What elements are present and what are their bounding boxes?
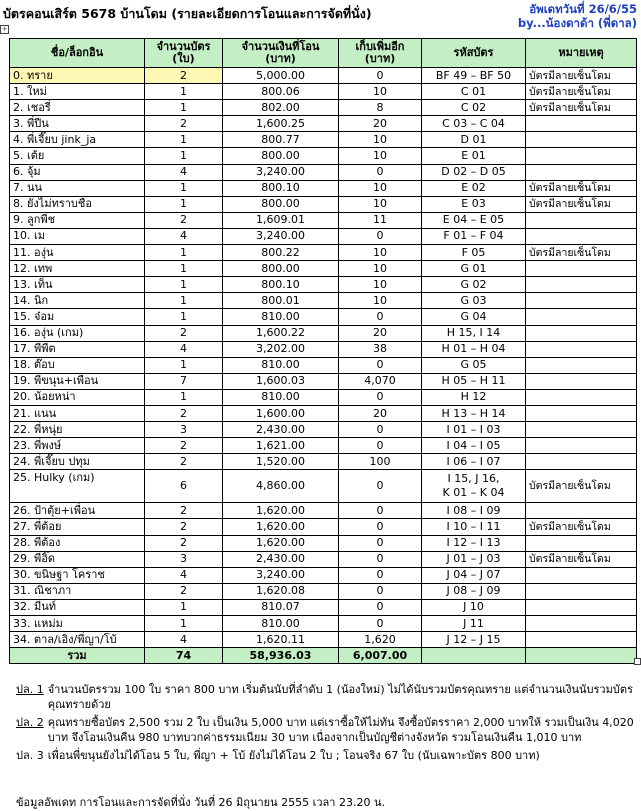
extra-cell: 0 <box>339 551 422 567</box>
amount-cell: 4,860.00 <box>223 470 339 503</box>
code-cell: G 05 <box>422 357 526 373</box>
amount-cell: 1,620.08 <box>223 583 339 599</box>
name-cell: 33. แหม่ม <box>10 616 145 632</box>
name-cell: 19. พี่ขนุน+เพื่อน <box>10 373 145 389</box>
note-1 <box>16 683 634 712</box>
table-row <box>10 519 637 535</box>
amount-cell: 5,000.00 <box>223 68 339 84</box>
name-cell: 34. ตาล/เอิง/พี่ญา/โบ้ <box>10 632 145 648</box>
qty-cell: 7 <box>145 373 223 389</box>
extra-cell: 38 <box>339 341 422 357</box>
table-row <box>10 132 637 148</box>
table-row <box>10 245 637 261</box>
table-row <box>10 470 637 503</box>
note-cell: บัตรมีลายเซ็นโดม <box>526 180 637 196</box>
name-cell: 0. ทราย <box>10 68 145 84</box>
extra-cell: 1,620 <box>339 632 422 648</box>
amount-cell: 2,430.00 <box>223 422 339 438</box>
extra-cell: 20 <box>339 405 422 421</box>
extra-cell: 10 <box>339 180 422 196</box>
amount-cell: 1,621.00 <box>223 438 339 454</box>
qty-cell: 2 <box>145 116 223 132</box>
code-cell: E 01 <box>422 148 526 164</box>
note-cell <box>526 212 637 228</box>
extra-cell: 10 <box>339 84 422 100</box>
table-row <box>10 84 637 100</box>
note-3 <box>16 749 634 764</box>
table-row <box>10 277 637 293</box>
table-row <box>10 454 637 470</box>
qty-cell: 1 <box>145 599 223 615</box>
amount-cell: 3,240.00 <box>223 228 339 244</box>
qty-cell: 1 <box>145 196 223 212</box>
extra-cell: 0 <box>339 309 422 325</box>
total-note-empty <box>526 648 637 664</box>
name-cell: 24. พี่เจี๊ยบ ปทุม <box>10 454 145 470</box>
name-cell: 16. องุ่น (เกม) <box>10 325 145 341</box>
qty-cell: 2 <box>145 535 223 551</box>
amount-cell: 1,600.00 <box>223 405 339 421</box>
update-footer: ข้อมูลอัพเดท การโอนและการจัดที่นั่ง วันที่ 26 มิถุนายน 2555 เวลา 23.20 น. <box>16 796 385 809</box>
total-extra: 6,007.00 <box>339 648 422 664</box>
name-cell: 14. นิก <box>10 293 145 309</box>
table-row <box>10 422 637 438</box>
total-amount: 58,936.03 <box>223 648 339 664</box>
qty-cell: 1 <box>145 277 223 293</box>
note-2-label: ปล. 2 <box>16 716 44 729</box>
qty-cell: 2 <box>145 438 223 454</box>
table-row <box>10 632 637 648</box>
qty-cell: 2 <box>145 405 223 421</box>
code-cell: I 12 – I 13 <box>422 535 526 551</box>
amount-cell: 810.00 <box>223 309 339 325</box>
amount-cell: 800.00 <box>223 196 339 212</box>
qty-cell: 2 <box>145 503 223 519</box>
name-cell: 7. นน <box>10 180 145 196</box>
note-cell <box>526 422 637 438</box>
amount-cell: 1,609.01 <box>223 212 339 228</box>
total-label: รวม <box>10 648 145 664</box>
amount-cell: 810.00 <box>223 389 339 405</box>
note-cell <box>526 277 637 293</box>
qty-cell: 2 <box>145 212 223 228</box>
qty-cell: 1 <box>145 293 223 309</box>
name-cell: 26. ป้าตุ้ย+เพื่อน <box>10 503 145 519</box>
note-cell <box>526 309 637 325</box>
qty-cell: 4 <box>145 228 223 244</box>
amount-cell: 810.07 <box>223 599 339 615</box>
table-row <box>10 503 637 519</box>
note-cell <box>526 632 637 648</box>
table-row <box>10 551 637 567</box>
note-cell: บัตรมีลายเซ็นโดม <box>526 68 637 84</box>
note-cell: บัตรมีลายเซ็นโดม <box>526 245 637 261</box>
qty-cell: 1 <box>145 132 223 148</box>
note-cell <box>526 373 637 389</box>
extra-cell: 0 <box>339 599 422 615</box>
table-row <box>10 583 637 599</box>
table-header-row <box>10 39 637 68</box>
total-code-empty <box>422 648 526 664</box>
table-move-handle-icon[interactable]: + <box>1 25 8 33</box>
table-resize-handle-icon[interactable] <box>634 658 641 665</box>
name-cell: 11. องุ่น <box>10 245 145 261</box>
amount-cell: 1,600.03 <box>223 373 339 389</box>
code-cell: I 10 – I 11 <box>422 519 526 535</box>
code-cell: J 11 <box>422 616 526 632</box>
code-cell: I 08 – I 09 <box>422 503 526 519</box>
name-cell: 3. พี่ปีน <box>10 116 145 132</box>
amount-cell: 800.00 <box>223 148 339 164</box>
note-cell <box>526 132 637 148</box>
table-row <box>10 261 637 277</box>
extra-cell: 0 <box>339 164 422 180</box>
note-cell <box>526 293 637 309</box>
amount-cell: 800.22 <box>223 245 339 261</box>
note-cell <box>526 567 637 583</box>
note-cell <box>526 616 637 632</box>
note-cell <box>526 454 637 470</box>
name-cell: 6. จุ้ม <box>10 164 145 180</box>
table-row <box>10 164 637 180</box>
note-cell: บัตรมีลายเซ็นโดม <box>526 100 637 116</box>
amount-cell: 1,620.11 <box>223 632 339 648</box>
table-row <box>10 228 637 244</box>
ticket-table-container <box>9 38 636 664</box>
code-cell: I 06 – I 07 <box>422 454 526 470</box>
qty-cell: 3 <box>145 422 223 438</box>
col-header-name: ชื่อ/ล็อกอิน <box>10 39 145 68</box>
note-cell <box>526 438 637 454</box>
extra-cell: 10 <box>339 196 422 212</box>
name-cell: 4. พี่เจี๊ยบ jink_ja <box>10 132 145 148</box>
table-row <box>10 325 637 341</box>
table-row <box>10 438 637 454</box>
code-cell: D 02 – D 05 <box>422 164 526 180</box>
code-cell: J 12 – J 15 <box>422 632 526 648</box>
amount-cell: 810.00 <box>223 616 339 632</box>
table-row <box>10 373 637 389</box>
table-row <box>10 180 637 196</box>
code-cell: E 02 <box>422 180 526 196</box>
col-header-code: รหัสบัตร <box>422 39 526 68</box>
amount-cell: 800.77 <box>223 132 339 148</box>
note-3-text: เพื่อนพี่ขนุนยังไม่ได้โอน 5 ใบ, พี่ญา + โบ้ ยังไม่ได้โอน 2 ใบ ; โอนจริง 67 ใบ (นับเฉพาะบัตร 800 บาท) <box>47 749 540 762</box>
amount-cell: 1,520.00 <box>223 454 339 470</box>
amount-cell: 800.01 <box>223 293 339 309</box>
note-cell: บัตรมีลายเซ็นโดม <box>526 196 637 212</box>
name-cell: 20. น้อยหน่า <box>10 389 145 405</box>
note-cell: บัตรมีลายเซ็นโดม <box>526 470 637 503</box>
note-2 <box>16 716 634 745</box>
table-row <box>10 599 637 615</box>
note-cell <box>526 341 637 357</box>
name-cell: 17. พี่พีต <box>10 341 145 357</box>
note-cell <box>526 599 637 615</box>
code-line: K 01 – K 04 <box>442 486 505 500</box>
amount-cell: 1,600.25 <box>223 116 339 132</box>
extra-cell: 0 <box>339 616 422 632</box>
code-cell: J 01 – J 03 <box>422 551 526 567</box>
code-cell: I 01 – I 03 <box>422 422 526 438</box>
amount-cell: 1,620.00 <box>223 519 339 535</box>
table-row <box>10 212 637 228</box>
ticket-table <box>9 38 637 664</box>
update-author: by...น้องดาด้า (พี่ดาล) <box>517 16 637 30</box>
code-cell: H 01 – H 04 <box>422 341 526 357</box>
code-cell: G 01 <box>422 261 526 277</box>
amount-cell: 3,202.00 <box>223 341 339 357</box>
amount-cell: 800.10 <box>223 277 339 293</box>
note-cell <box>526 325 637 341</box>
table-row <box>10 196 637 212</box>
code-cell: D 01 <box>422 132 526 148</box>
note-2-text: คุณทรายซื้อบัตร 2,500 รวม 2 ใบ เป็นเงิน 5,000 บาท แต่เราซื้อให้ไม่ทัน จึงซื้อบัตรราคา 2,000 บาทให้ รวมเป็นเงิน 4,020 บาท จึงโอนเงินคืน 980 บาทบวกค่าธรรมเนียม 30 บาท เนื่องจากเป็นบัญชีต่างจังหวัด รวมโอนเงินคืน 1,010 บาท <box>47 716 634 744</box>
amount-cell: 800.10 <box>223 180 339 196</box>
table-row <box>10 616 637 632</box>
extra-cell: 0 <box>339 567 422 583</box>
extra-cell: 100 <box>339 454 422 470</box>
code-cell: C 02 <box>422 100 526 116</box>
table-row <box>10 148 637 164</box>
amount-cell: 802.00 <box>223 100 339 116</box>
col-header-amount: จำนวนเงินที่โอน (บาท) <box>223 39 339 68</box>
update-info <box>518 2 637 30</box>
code-cell: G 03 <box>422 293 526 309</box>
qty-cell: 1 <box>145 100 223 116</box>
note-cell: บัตรมีลายเซ็นโดม <box>526 551 637 567</box>
qty-cell: 3 <box>145 551 223 567</box>
table-body <box>10 68 637 648</box>
qty-cell: 2 <box>145 519 223 535</box>
qty-cell: 1 <box>145 357 223 373</box>
table-row <box>10 535 637 551</box>
table-row <box>10 309 637 325</box>
extra-cell: 10 <box>339 245 422 261</box>
code-cell: H 15, I 14 <box>422 325 526 341</box>
col-header-extra: เก็บเพิ่มอีก (บาท) <box>339 39 422 68</box>
code-cell: J 08 – J 09 <box>422 583 526 599</box>
extra-cell: 0 <box>339 503 422 519</box>
qty-cell: 1 <box>145 180 223 196</box>
note-cell <box>526 228 637 244</box>
extra-cell: 0 <box>339 228 422 244</box>
note-cell <box>526 116 637 132</box>
note-cell <box>526 535 637 551</box>
extra-cell: 0 <box>339 357 422 373</box>
code-cell: E 03 <box>422 196 526 212</box>
note-cell <box>526 389 637 405</box>
name-cell: 13. เท็น <box>10 277 145 293</box>
amount-cell: 1,620.00 <box>223 535 339 551</box>
note-3-label: ปล. 3 <box>16 749 44 762</box>
amount-cell: 3,240.00 <box>223 164 339 180</box>
name-cell: 5. เต้ย <box>10 148 145 164</box>
qty-cell: 2 <box>145 583 223 599</box>
qty-cell: 4 <box>145 567 223 583</box>
table-row <box>10 389 637 405</box>
note-cell <box>526 503 637 519</box>
qty-cell: 4 <box>145 164 223 180</box>
extra-cell: 11 <box>339 212 422 228</box>
table-row <box>10 567 637 583</box>
name-cell: 2. เชอรี่ <box>10 100 145 116</box>
col-header-note: หมายเหตุ <box>526 39 637 68</box>
code-cell: I 04 – I 05 <box>422 438 526 454</box>
name-cell: 8. ยังไม่ทราบชื่อ <box>10 196 145 212</box>
name-cell: 32. มีนท์ <box>10 599 145 615</box>
name-cell: 18. ต๊อบ <box>10 357 145 373</box>
qty-cell: 1 <box>145 616 223 632</box>
qty-cell: 2 <box>145 68 223 84</box>
code-cell: F 05 <box>422 245 526 261</box>
code-cell: G 04 <box>422 309 526 325</box>
extra-cell: 4,070 <box>339 373 422 389</box>
qty-cell: 4 <box>145 632 223 648</box>
extra-cell: 0 <box>339 438 422 454</box>
qty-cell: 1 <box>145 148 223 164</box>
extra-cell: 10 <box>339 148 422 164</box>
table-row <box>10 405 637 421</box>
name-cell: 30. ขนิษฐา โคราช <box>10 567 145 583</box>
extra-cell: 10 <box>339 132 422 148</box>
qty-cell: 1 <box>145 261 223 277</box>
code-line: I 15, J 16, <box>447 472 500 486</box>
qty-cell: 2 <box>145 454 223 470</box>
table-row <box>10 68 637 84</box>
table-row <box>10 100 637 116</box>
amount-cell: 2,430.00 <box>223 551 339 567</box>
name-cell: 27. พี่ต้อย <box>10 519 145 535</box>
extra-cell: 0 <box>339 422 422 438</box>
amount-cell: 800.00 <box>223 261 339 277</box>
code-cell: BF 49 – BF 50 <box>422 68 526 84</box>
qty-cell: 1 <box>145 245 223 261</box>
note-cell <box>526 357 637 373</box>
extra-cell: 0 <box>339 583 422 599</box>
code-cell: G 02 <box>422 277 526 293</box>
name-cell: 9. ลูกพีช <box>10 212 145 228</box>
amount-cell: 810.00 <box>223 357 339 373</box>
note-cell: บัตรมีลายเซ็นโดม <box>526 84 637 100</box>
note-cell <box>526 261 637 277</box>
code-cell: C 01 <box>422 84 526 100</box>
page-title: บัตรคอนเสิร์ต 5678 บ้านโดม (รายละเอียดการโอนและการจัดที่นั่ง) <box>3 6 372 21</box>
code-cell: C 03 – C 04 <box>422 116 526 132</box>
total-row <box>10 648 637 664</box>
qty-cell: 1 <box>145 389 223 405</box>
qty-cell: 1 <box>145 84 223 100</box>
name-cell: 25. Hulky (เกม) <box>10 470 145 503</box>
extra-cell: 0 <box>339 470 422 503</box>
code-cell: H 12 <box>422 389 526 405</box>
code-cell: J 04 – J 07 <box>422 567 526 583</box>
name-cell: 21. แนน <box>10 405 145 421</box>
qty-cell: 1 <box>145 309 223 325</box>
total-qty: 74 <box>145 648 223 664</box>
amount-cell: 1,600.22 <box>223 325 339 341</box>
table-row <box>10 293 637 309</box>
note-cell <box>526 405 637 421</box>
extra-cell: 10 <box>339 277 422 293</box>
note-cell <box>526 148 637 164</box>
extra-cell: 0 <box>339 389 422 405</box>
note-1-text: จำนวนบัตรรวม 100 ใบ ราคา 800 บาท เริ่มต้นนับที่ลำดับ 1 (น้องใหม่) ไม่ได้นับรวมบัตรคุณทราย แต่จำนวนเงินนับรวมบัตรคุณทรายด้วย <box>47 683 633 711</box>
code-cell: J 10 <box>422 599 526 615</box>
name-cell: 1. ใหม่ <box>10 84 145 100</box>
note-1-label: ปล. 1 <box>16 683 44 696</box>
extra-cell: 0 <box>339 68 422 84</box>
code-cell: H 05 – H 11 <box>422 373 526 389</box>
extra-cell: 8 <box>339 100 422 116</box>
qty-cell: 6 <box>145 470 223 503</box>
note-cell: บัตรมีลายเซ็นโดม <box>526 519 637 535</box>
code-cell: H 13 – H 14 <box>422 405 526 421</box>
name-cell: 31. ณิชาภา <box>10 583 145 599</box>
name-cell: 10. เม <box>10 228 145 244</box>
name-cell: 22. พี่หนุ่ย <box>10 422 145 438</box>
name-cell: 29. พี่อิ๊ด <box>10 551 145 567</box>
extra-cell: 20 <box>339 116 422 132</box>
name-cell: 15. จ๋อม <box>10 309 145 325</box>
notes-section <box>16 683 634 768</box>
extra-cell: 20 <box>339 325 422 341</box>
name-cell: 12. เทพ <box>10 261 145 277</box>
qty-cell: 2 <box>145 325 223 341</box>
note-cell <box>526 164 637 180</box>
table-row <box>10 116 637 132</box>
update-date: อัพเดทวันที่ 26/6/55 <box>529 2 637 16</box>
table-row <box>10 357 637 373</box>
table-row <box>10 341 637 357</box>
name-cell: 23. พี่พงษ์ <box>10 438 145 454</box>
extra-cell: 10 <box>339 293 422 309</box>
amount-cell: 3,240.00 <box>223 567 339 583</box>
name-cell: 28. พี่ต้อง <box>10 535 145 551</box>
extra-cell: 10 <box>339 261 422 277</box>
amount-cell: 1,620.00 <box>223 503 339 519</box>
extra-cell: 0 <box>339 535 422 551</box>
qty-cell: 4 <box>145 341 223 357</box>
code-cell <box>422 470 526 503</box>
note-cell <box>526 583 637 599</box>
col-header-qty: จำนวนบัตร (ใบ) <box>145 39 223 68</box>
code-cell: F 01 – F 04 <box>422 228 526 244</box>
code-cell: E 04 – E 05 <box>422 212 526 228</box>
amount-cell: 800.06 <box>223 84 339 100</box>
extra-cell: 0 <box>339 519 422 535</box>
